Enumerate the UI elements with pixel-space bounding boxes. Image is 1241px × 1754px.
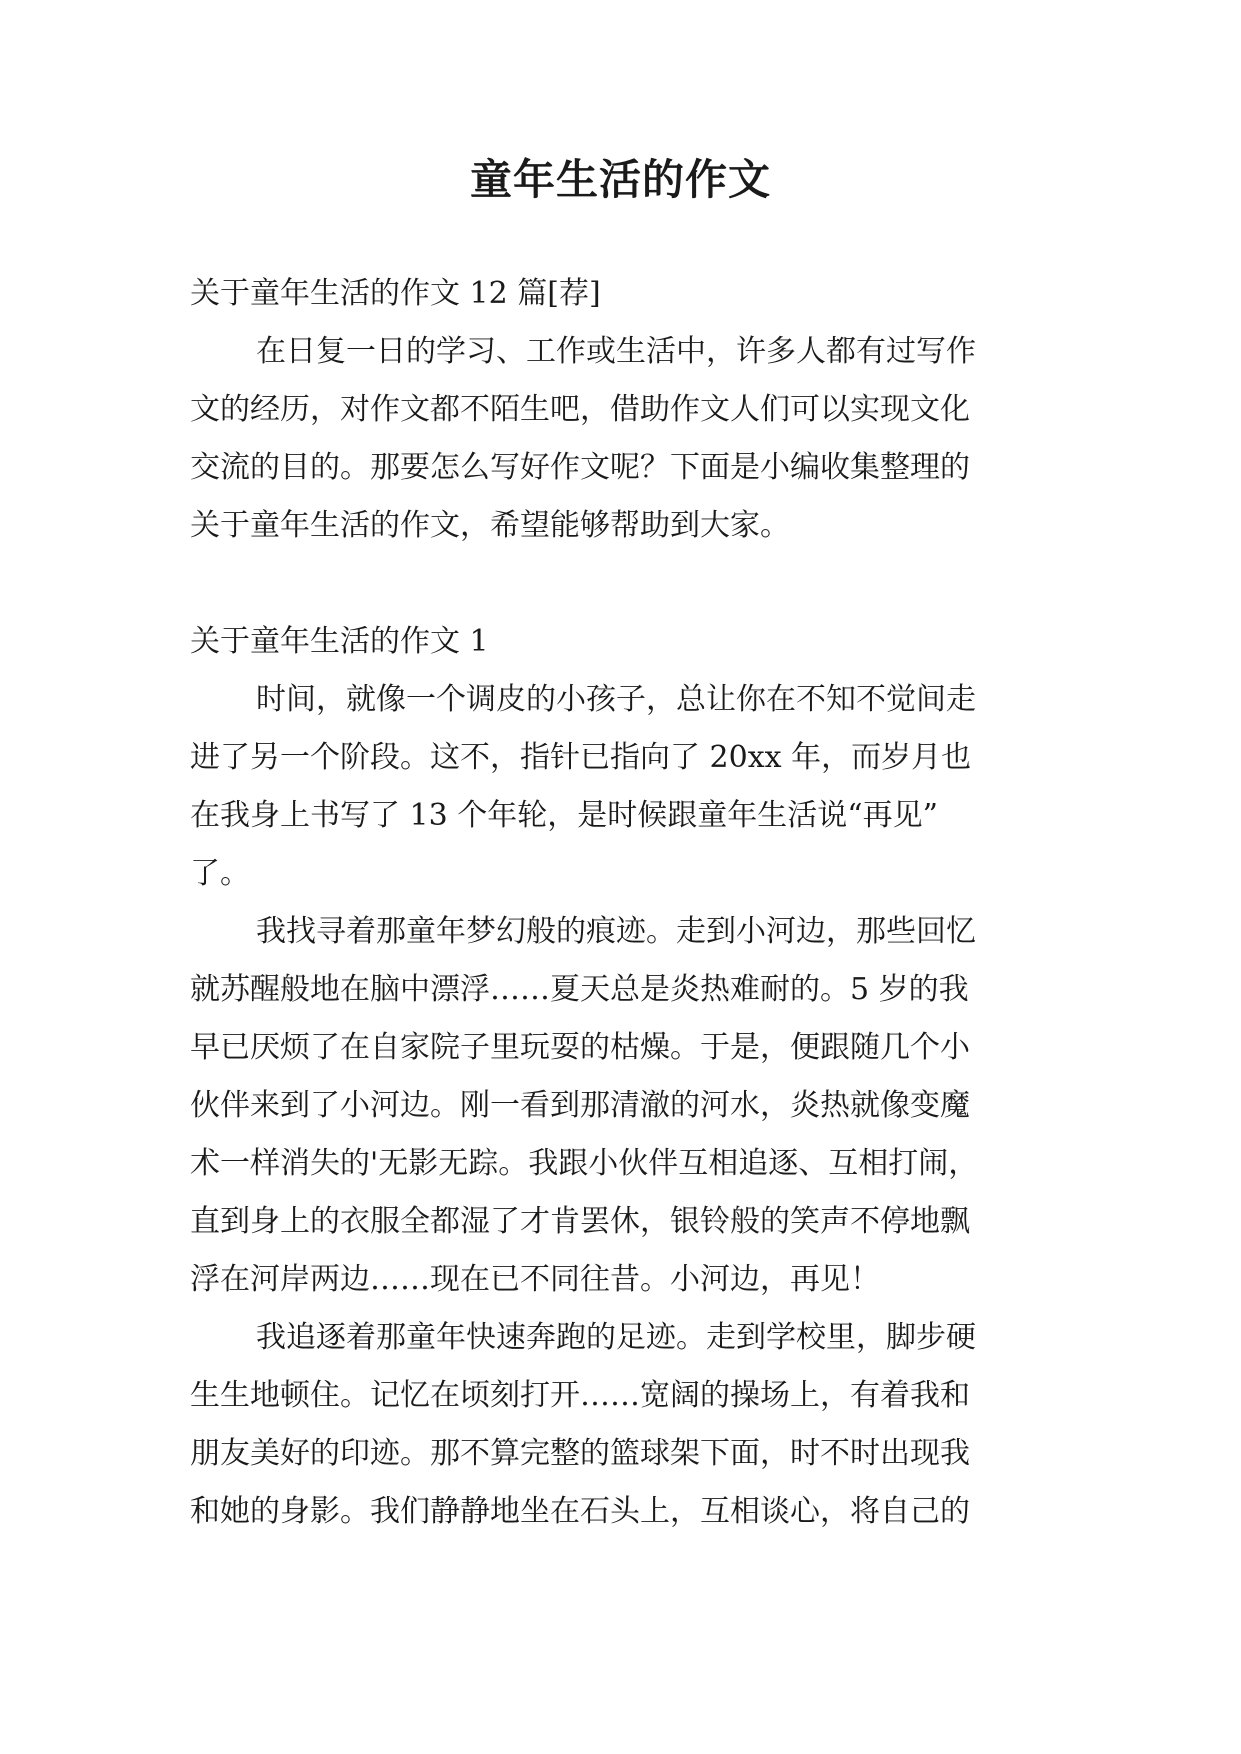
paragraph-line: 进了另一个阶段。这不，指针已指向了 20xx 年，而岁月也 <box>190 740 972 775</box>
paragraph-line: 就苏醒般地在脑中漂浮……夏天总是炎热难耐的。5 岁的我 <box>190 972 969 1007</box>
intro-paragraph <box>190 323 1050 555</box>
document-title: 童年生活的作文 <box>469 155 771 204</box>
paragraph-line: 我找寻着那童年梦幻般的痕迹。走到小河边，那些回忆 <box>256 914 976 949</box>
main-heading: 关于童年生活的作文 12 篇[荐] <box>190 276 601 311</box>
paragraph-3 <box>190 1309 1050 1541</box>
section-heading: 关于童年生活的作文 1 <box>190 624 489 659</box>
paragraph-spacer <box>190 555 1050 613</box>
paragraph-line: 朋友美好的印迹。那不算完整的篮球架下面，时不时出现我 <box>190 1436 970 1471</box>
paragraph-2 <box>190 903 1050 1309</box>
paragraph-line: 我追逐着那童年快速奔跑的足迹。走到学校里，脚步硬 <box>256 1320 976 1355</box>
paragraph-line: 早已厌烦了在自家院子里玩耍的枯燥。于是，便跟随几个小 <box>190 1030 970 1065</box>
paragraph-line: 术一样消失的'无影无踪。我跟小伙伴互相追逐、互相打闹， <box>190 1146 979 1181</box>
paragraph-line: 生生地顿住。记忆在顷刻打开……宽阔的操场上，有着我和 <box>190 1378 970 1413</box>
paragraph-line: 了。 <box>190 856 250 891</box>
paragraph-line: 伙伴来到了小河边。刚一看到那清澈的河水，炎热就像变魔 <box>190 1088 970 1123</box>
document-body <box>190 265 1050 1541</box>
paragraph-line: 时间，就像一个调皮的小孩子，总让你在不知不觉间走 <box>256 682 976 717</box>
intro-line: 关于童年生活的作文，希望能够帮助到大家。 <box>190 508 790 543</box>
intro-line: 在日复一日的学习、工作或生活中，许多人都有过写作 <box>256 334 976 369</box>
paragraph-line: 和她的身影。我们静静地坐在石头上，互相谈心，将自己的 <box>190 1494 970 1529</box>
paragraph-line: 在我身上书写了 13 个年轮，是时候跟童年生活说“再见” <box>190 798 938 833</box>
paragraph-line: 直到身上的衣服全都湿了才肯罢休，银铃般的笑声不停地飘 <box>190 1204 970 1239</box>
intro-line: 文的经历，对作文都不陌生吧，借助作文人们可以实现文化 <box>190 392 970 427</box>
intro-line: 交流的目的。那要怎么写好作文呢？下面是小编收集整理的 <box>190 450 970 485</box>
paragraph-1 <box>190 671 1050 903</box>
paragraph-line: 浮在河岸两边……现在已不同往昔。小河边，再见！ <box>190 1262 880 1297</box>
